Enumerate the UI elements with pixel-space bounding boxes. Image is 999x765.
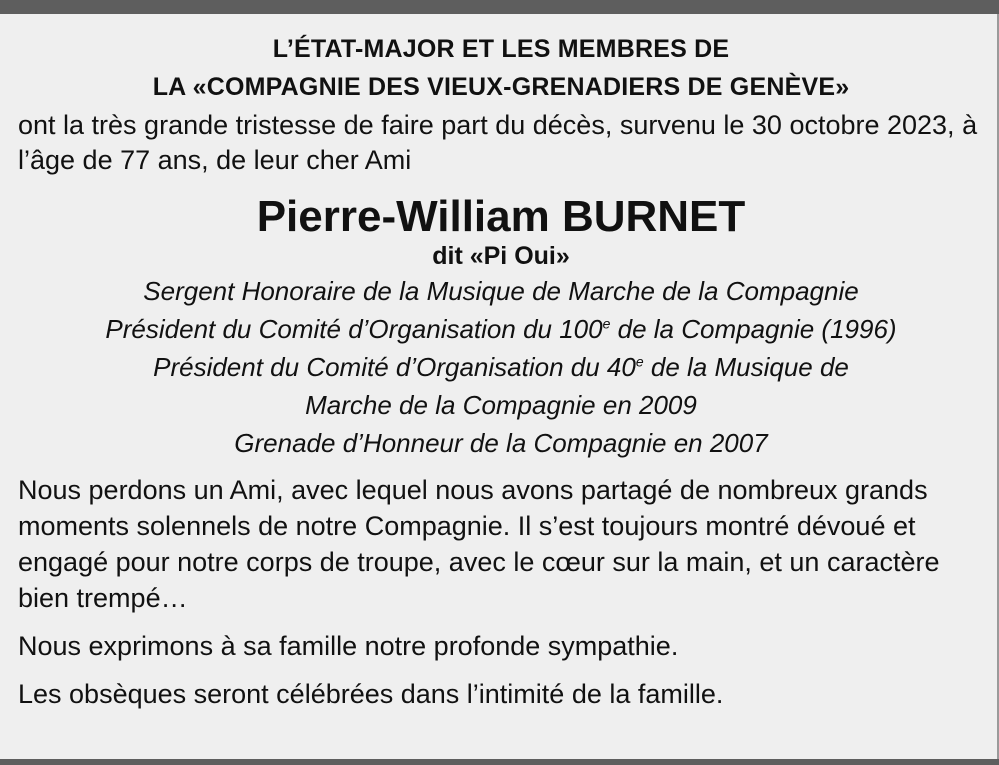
title-line-5: Grenade d’Honneur de la Compagnie en 2007: [234, 428, 768, 458]
deceased-name: Pierre-William BURNET: [256, 192, 746, 241]
deceased-nickname: dit «Pi Oui»: [432, 242, 570, 270]
title-line-1: Sergent Honoraire de la Musique de Marche de la Compagnie: [143, 276, 859, 306]
organization-heading: [18, 30, 984, 106]
ordinal-superscript: e: [602, 315, 611, 332]
title-line-4: Marche de la Compagnie en 2009: [305, 390, 697, 420]
funeral-paragraph: Les obsèques seront célébrées dans l’intimité de la famille.: [18, 679, 724, 709]
title-line-2: Président du Comité d’Organisation du 100e de la Compagnie (1996): [105, 314, 897, 344]
organization-line-2: LA «COMPAGNIE DES VIEUX-GRENADIERS DE GENÈVE»: [152, 73, 850, 101]
tribute-paragraph: Nous perdons un Ami, avec lequel nous avons partagé de nombreux grands moments solennels de notre Compagnie. Il s’est toujours montré dévoué et engagé pour notre corps de troupe, avec le cœur sur la main, et un caractère bien trempé…: [18, 475, 940, 613]
notice-content: [18, 30, 984, 712]
ordinal-superscript: e: [635, 353, 644, 370]
title-line-3: Président du Comité d’Organisation du 40e de la Musique de: [153, 352, 849, 382]
organization-line-1: L’ÉTAT-MAJOR ET LES MEMBRES DE: [272, 35, 730, 63]
sympathy-paragraph: Nous exprimons à sa famille notre profonde sympathie.: [18, 631, 679, 661]
intro-text: ont la très grande tristesse de faire part du décès, survenu le 30 octobre 2023, à l’âge de 77 ans, de leur cher Ami: [18, 110, 978, 175]
honorary-titles: [18, 272, 984, 462]
top-border: [0, 0, 999, 14]
bottom-border: [0, 759, 999, 765]
